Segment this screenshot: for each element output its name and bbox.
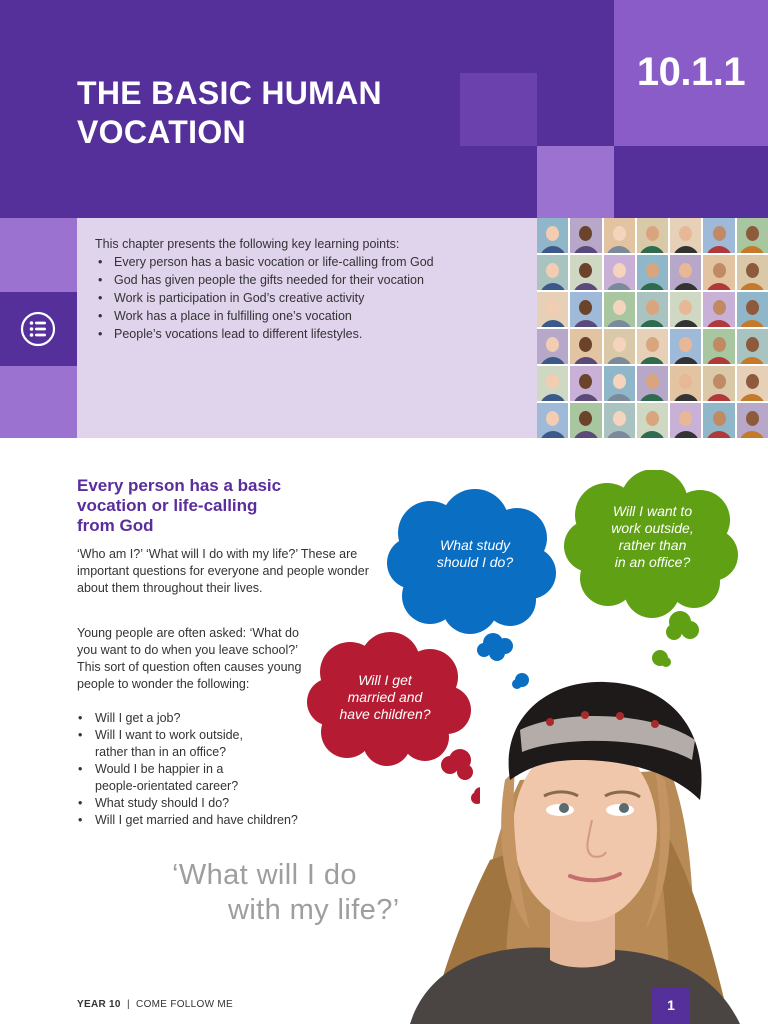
footer-year: YEAR 10 (77, 999, 121, 1010)
face-photo-tile (703, 403, 734, 438)
key-learning-panel (77, 218, 537, 438)
list-item: • People’s vocations lead to different lifestyles. (95, 325, 519, 343)
thought-cloud-blue-text (410, 537, 540, 571)
list-icon (20, 311, 56, 347)
faces-photo-grid (537, 218, 768, 438)
thought-cloud-green-text (585, 503, 720, 571)
list-item: • Every person has a basic vocation or life-calling from God (95, 253, 519, 271)
face-photo-tile (570, 366, 601, 401)
heading-line: from God (77, 516, 154, 535)
face-photo-tile (670, 255, 701, 290)
face-photo-tile (703, 329, 734, 364)
face-photo-tile (737, 366, 768, 401)
panel-sidebar (0, 218, 77, 438)
face-photo-tile (637, 329, 668, 364)
face-photo-tile (670, 218, 701, 253)
face-photo-tile (670, 292, 701, 327)
section-heading (77, 476, 357, 536)
face-photo-tile (570, 255, 601, 290)
face-photo-tile (703, 366, 734, 401)
paragraph: ‘Who am I?’ ‘What will I do with my life?’ These are important questions for everyone and people wonder about them throughout their lives. (77, 547, 369, 595)
face-photo-tile (604, 403, 635, 438)
list-item: • Work is participation in God’s creative activity (95, 289, 519, 307)
cloud-line: married and (347, 689, 423, 705)
cloud-line: What study (439, 537, 511, 553)
face-photo-tile (537, 292, 568, 327)
face-photo-tile (637, 366, 668, 401)
cloud-line: Will I get (358, 672, 412, 688)
heading-line: vocation or life-calling (77, 496, 258, 515)
face-photo-tile (570, 403, 601, 438)
face-photo-tile (570, 329, 601, 364)
section-number: 10.1.1 (614, 0, 768, 146)
face-photo-tile (737, 292, 768, 327)
page-title (77, 74, 497, 152)
thought-cloud-red-text (320, 672, 450, 723)
face-photo-tile (670, 366, 701, 401)
face-photo-tile (537, 255, 568, 290)
quote-line: with my life?’ (228, 894, 400, 926)
cloud-line: Will I want to (612, 503, 693, 519)
face-photo-tile (737, 218, 768, 253)
decor-square (537, 146, 614, 218)
face-photo-tile (570, 218, 601, 253)
heading-line: Every person has a basic (77, 476, 282, 495)
list-item: • Work has a place in fulfilling one’s vocation (95, 307, 519, 325)
title-line: THE BASIC HUMAN (77, 75, 382, 111)
face-photo-tile (604, 366, 635, 401)
list-item: • God has given people the gifts needed for their vocation (95, 271, 519, 289)
cloud-line: work outside, (611, 520, 694, 536)
thought-cloud-green (562, 470, 742, 675)
face-photo-tile (637, 218, 668, 253)
face-photo-tile (537, 403, 568, 438)
list-item: • Will I want to work outside, rather than in an office? (77, 727, 277, 761)
footer-book-title: COME FOLLOW ME (136, 999, 234, 1010)
cloud-line: rather than (618, 537, 687, 553)
chapter-header (0, 0, 768, 218)
list-item: • Will I get married and have children? (77, 812, 347, 829)
paragraph: Young people are often asked: ‘What do you want to do when you leave school?’ This sort of question often causes young people to wonder the following: (77, 626, 302, 691)
face-photo-tile (670, 329, 701, 364)
list-item: • What study should I do? (77, 795, 347, 812)
face-photo-tile (604, 255, 635, 290)
face-photo-tile (537, 218, 568, 253)
face-photo-tile (670, 403, 701, 438)
key-learning-list (95, 253, 519, 343)
face-photo-tile (604, 218, 635, 253)
face-photo-tile (637, 403, 668, 438)
face-photo-tile (703, 292, 734, 327)
quote-line: ‘What will I do (172, 859, 357, 891)
face-photo-tile (703, 218, 734, 253)
face-photo-tile (537, 329, 568, 364)
list-item: • Will I get a job? (77, 710, 347, 727)
face-photo-tile (737, 329, 768, 364)
cloud-line: have children? (339, 706, 431, 722)
list-item: • Would I be happier in a people-orientated career? (77, 761, 267, 795)
face-photo-tile (637, 255, 668, 290)
cloud-line: should I do? (436, 554, 514, 570)
face-photo-tile (737, 403, 768, 438)
title-line: VOCATION (77, 114, 246, 150)
key-learning-intro: This chapter presents the following key learning points: (95, 237, 400, 251)
cloud-line: in an office? (614, 554, 691, 570)
face-photo-tile (537, 366, 568, 401)
footer-separator: | (126, 999, 130, 1010)
footer (77, 999, 233, 1010)
face-photo-tile (637, 292, 668, 327)
face-photo-tile (604, 329, 635, 364)
page-number: 1 (652, 987, 690, 1024)
face-photo-tile (737, 255, 768, 290)
face-photo-tile (604, 292, 635, 327)
face-photo-tile (570, 292, 601, 327)
face-photo-tile (703, 255, 734, 290)
